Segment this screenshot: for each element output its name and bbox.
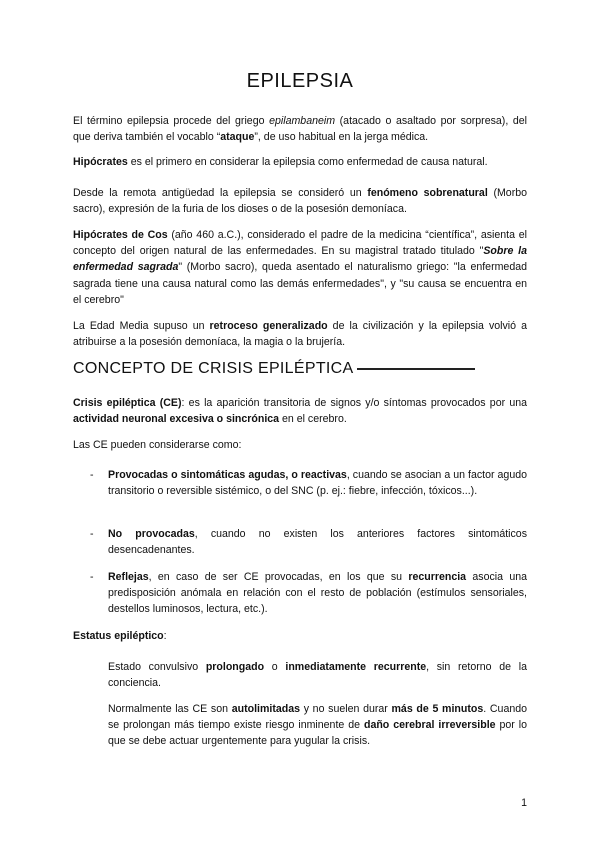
duration-paragraph <box>108 701 527 750</box>
text-run: y no suelen durar <box>300 703 392 715</box>
list-item <box>90 569 527 618</box>
list-dash: - <box>90 528 94 540</box>
text-run: asocia una predisposición anómala en relación con el resto de población (estímulos sensoriales, destellos luminosos, lectura, etc.). <box>108 571 527 616</box>
antiquity-paragraph <box>73 185 527 217</box>
bold-term: daño cerebral irreversible <box>363 719 496 732</box>
text-run: Normalmente las CE son <box>108 703 232 715</box>
bold-term: autolimitadas <box>231 703 300 715</box>
text-run: es el primero en considerar la epilepsia como enfermedad de causa natural. <box>127 156 488 168</box>
hippocrates-cos-paragraph <box>73 227 527 308</box>
treatise-title: Sobre la enfermedad sagrada <box>73 245 527 274</box>
text-run: en el cerebro. <box>279 413 347 426</box>
bold-term: más de 5 minutos <box>391 703 484 715</box>
text-run: , en caso de ser CE provocadas, en los que su <box>148 571 409 583</box>
text-run: de la civilización y la epilepsia volvió a atribuirse a la posesión demoníaca, la magia o la brujería. <box>73 320 527 349</box>
bold-term: recurrencia <box>408 571 467 583</box>
bold-term: ataque <box>220 131 255 144</box>
page-title: EPILEPSIA <box>246 70 354 92</box>
text-run: por lo que se debe actuar urgentemente para yugular la crisis. <box>108 719 527 748</box>
section-heading <box>73 360 475 378</box>
bold-term: Provocadas o sintomáticas agudas, o reactivas <box>108 469 347 481</box>
text-run: ”, de uso habitual en la jerga médica. <box>254 131 429 144</box>
page-number: 1 <box>521 797 527 809</box>
text-run: (Morbo sacro), expresión de la furia de los dioses o de la posesión demoníaca. <box>73 187 528 216</box>
bold-term: Estatus epiléptico <box>73 630 164 642</box>
text-run: , cuando se asocian a un factor agudo transitorio o reversible sistémico, o del SNC (p. ej.: fiebre, infección, tóxicos...). <box>108 469 527 498</box>
bold-term: No provocadas <box>108 528 195 540</box>
text-run: (atacado o asaltado por sorpresa), del que deriva también el vocablo “ <box>73 115 528 144</box>
definition-paragraph <box>73 395 527 427</box>
text-run: o <box>264 661 286 673</box>
text-run: Estado convulsivo <box>108 661 206 673</box>
text-run: (año 460 a.C.), considerado el padre de la medicina “científica”, asienta el concepto del origen natural de las enfermedades. En su magistral tratado titulado " <box>73 229 527 258</box>
bold-term: fenómeno sobrenatural <box>367 187 488 199</box>
classification-intro: Las CE pueden considerarse como: <box>73 439 242 451</box>
bold-term: Crisis epiléptica (CE) <box>73 397 182 409</box>
status-definition-paragraph <box>108 659 527 691</box>
list-item <box>90 526 527 558</box>
list-item <box>90 467 527 499</box>
greek-term: epilambaneim <box>269 115 336 127</box>
bold-term: prolongado <box>205 661 265 673</box>
text-run: La Edad Media supuso un <box>73 320 210 332</box>
text-run: . Cuando se prolongan más tiempo existe riesgo inminente de <box>108 703 528 732</box>
bold-term: Reflejas <box>108 571 149 583</box>
text-run: : es la aparición transitoria de signos y/o síntomas provocados por una <box>181 397 528 409</box>
text-run: " (Morbo sacro), queda asentado el naturalismo griego: "la enfermedad sagrada tiene una causa natural como las demás enfermedades", y "su causa se encuentra en el cerebro" <box>73 261 527 306</box>
text-run: El término epilepsia procede del griego <box>73 115 270 127</box>
bold-term: actividad neuronal excesiva o sincrónica <box>73 413 280 426</box>
list-dash: - <box>90 571 94 583</box>
heading-rule <box>357 368 475 369</box>
middle-ages-paragraph <box>73 318 527 350</box>
bold-term: inmediatamente recurrente <box>285 661 427 673</box>
intro-paragraph <box>73 113 527 145</box>
bold-term: Hipócrates de Cos <box>73 229 168 241</box>
text-run: Desde la remota antigüedad la epilepsia se consideró un <box>73 187 368 199</box>
list-dash: - <box>90 469 94 481</box>
text-run: , sin retorno de la conciencia. <box>108 661 527 690</box>
bold-term: retroceso generalizado <box>209 320 328 332</box>
status-epilepticus-label <box>73 628 527 644</box>
text-run: , cuando no existen los anteriores factores sintomáticos desencadenantes. <box>108 528 527 557</box>
section-heading-text: CONCEPTO DE CRISIS EPILÉPTICA <box>73 360 354 377</box>
text-run: : <box>163 630 167 642</box>
bold-term: Hipócrates <box>73 156 128 168</box>
hippocrates-paragraph <box>73 154 527 170</box>
